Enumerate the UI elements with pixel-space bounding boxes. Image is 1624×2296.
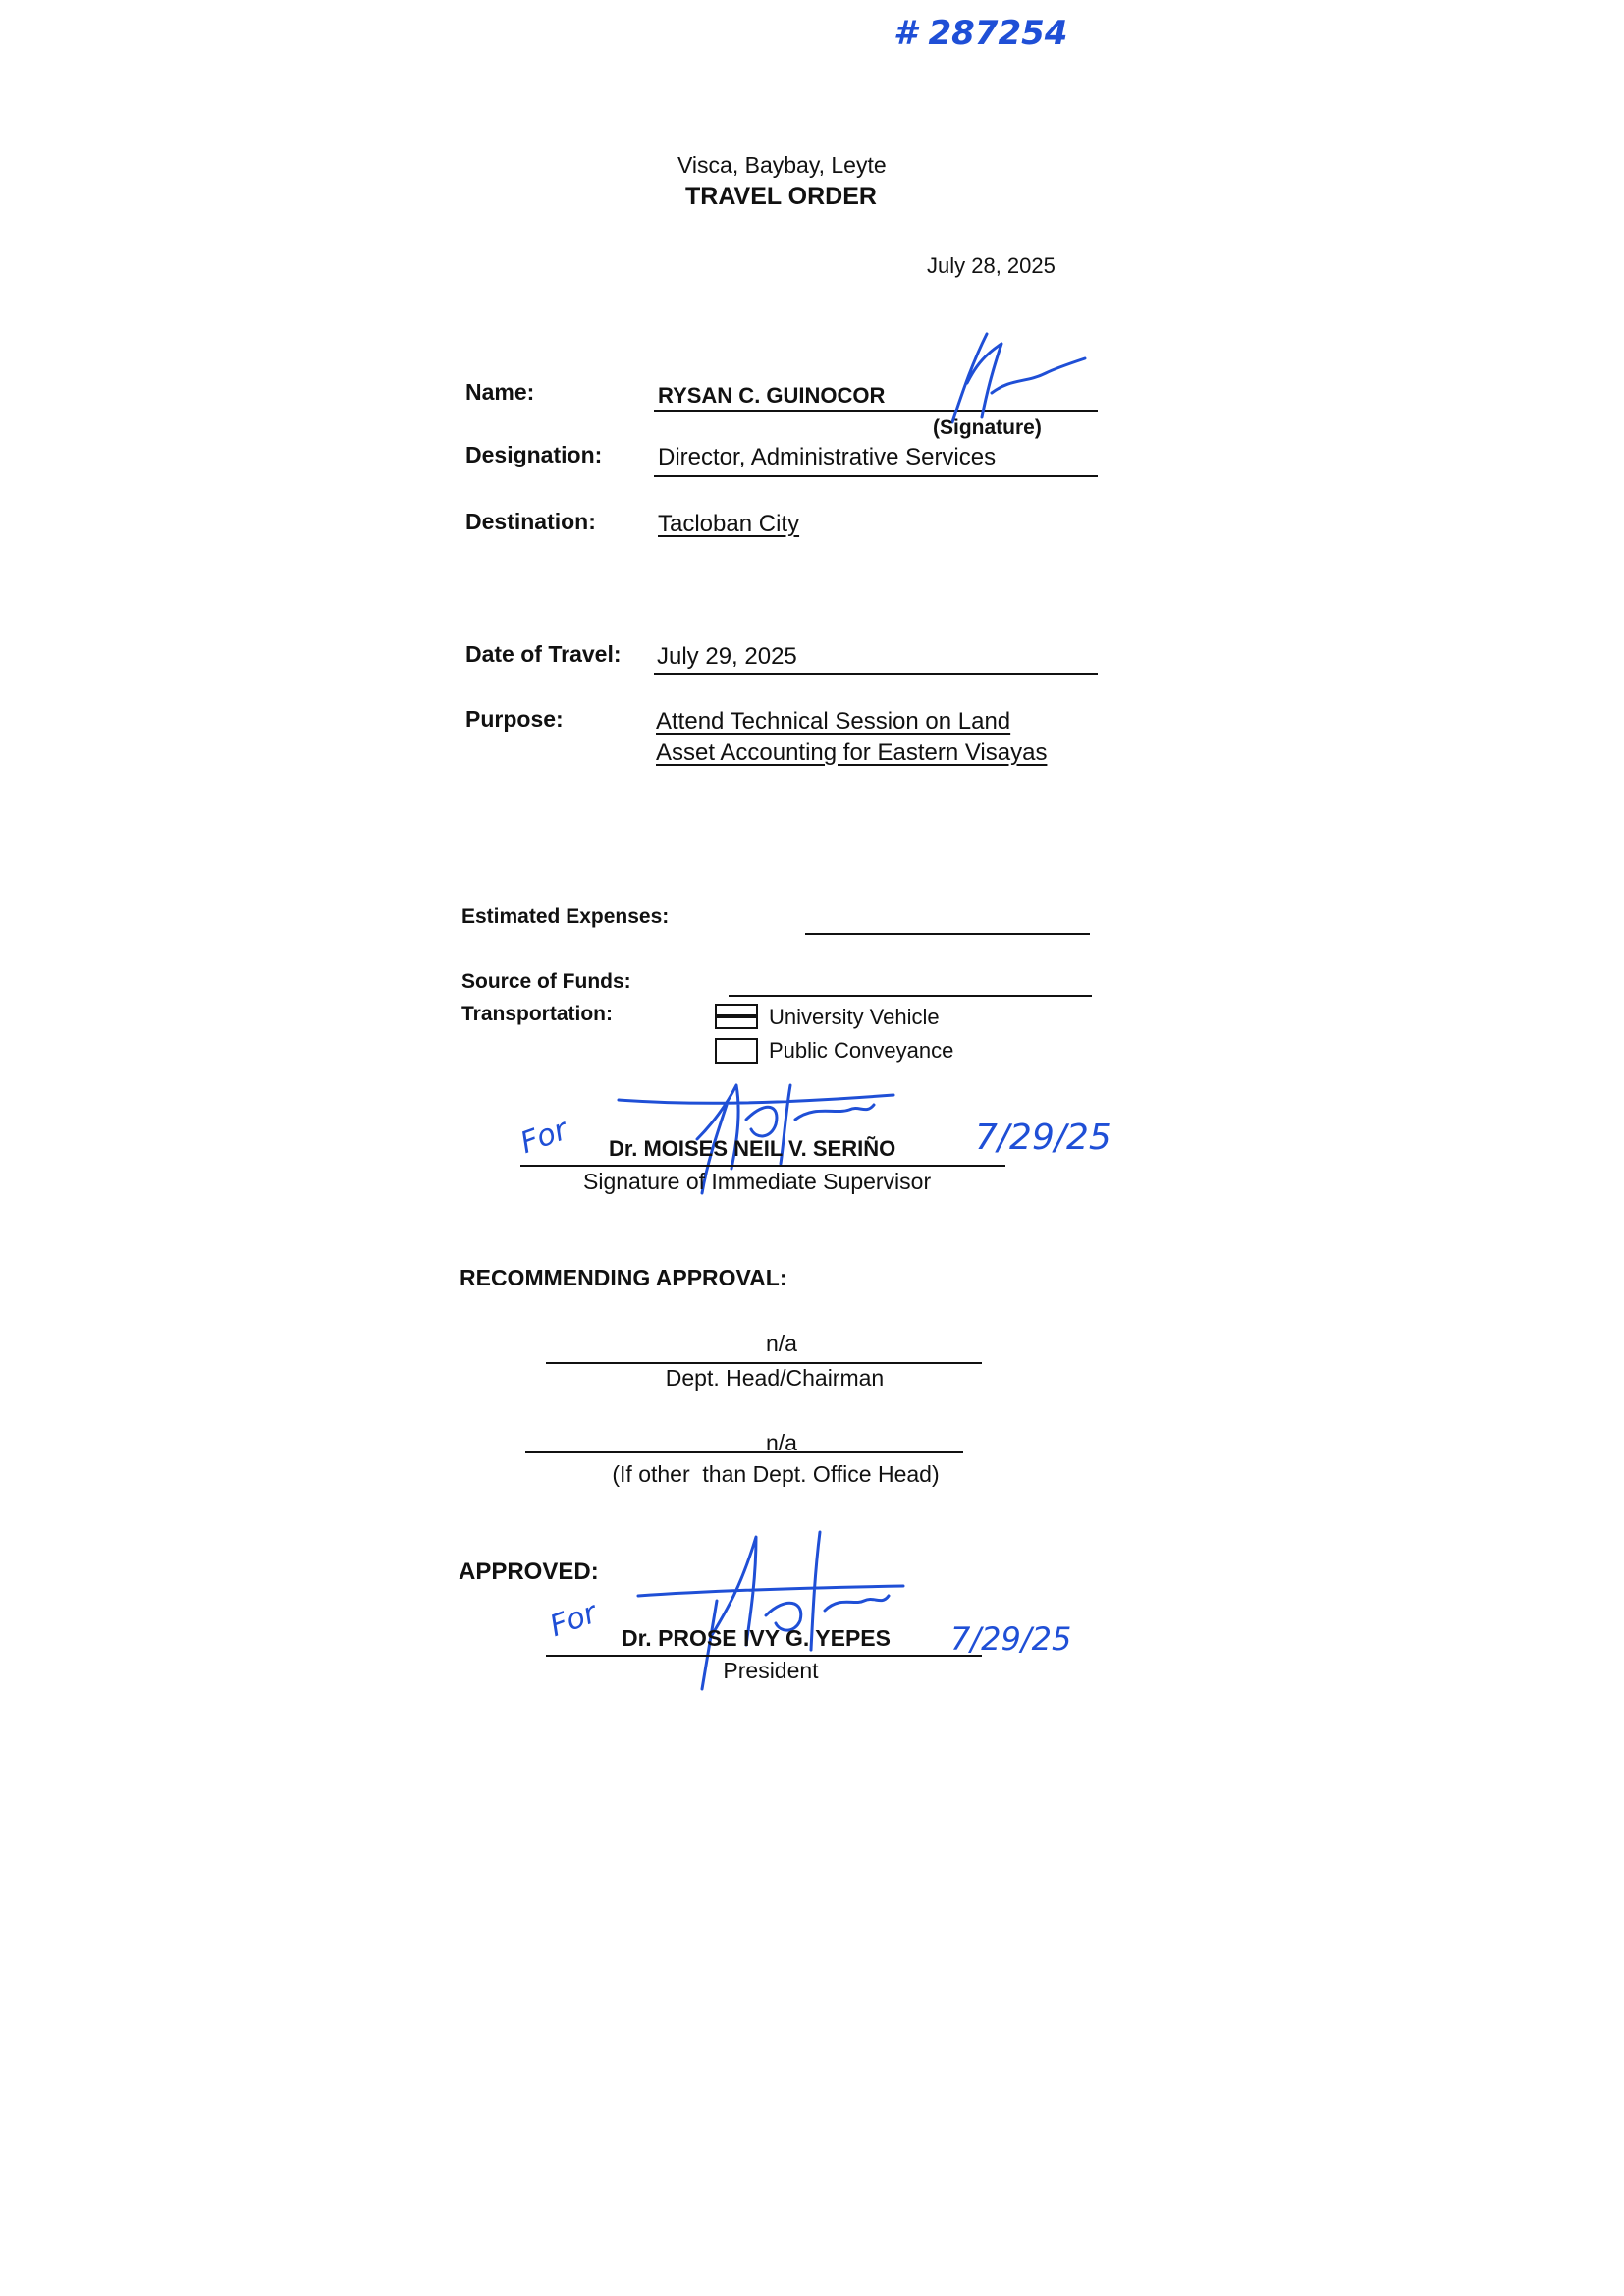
- signature-caption: (Signature): [933, 416, 1042, 439]
- other-head-value: n/a: [766, 1430, 797, 1455]
- president-date-note: 7/29/25: [950, 1620, 1072, 1658]
- president-for-note: For: [545, 1595, 602, 1645]
- dept-head-caption: Dept. Head/Chairman: [665, 1365, 885, 1391]
- purpose-label: Purpose:: [465, 706, 564, 732]
- document-date: July 28, 2025: [927, 253, 1056, 278]
- supervisor-line: [520, 1165, 1005, 1167]
- president-line: [546, 1655, 982, 1657]
- public-conveyance-label: Public Conveyance: [769, 1038, 954, 1063]
- estimated-expenses-line: [805, 933, 1090, 935]
- name-value: RYSAN C. GUINOCOR: [658, 383, 886, 408]
- designation-label: Designation:: [465, 442, 603, 467]
- supervisor-date-note: 7/29/25: [975, 1118, 1111, 1158]
- supervisor-name: Dr. MOISES NEIL V. SERIÑO: [609, 1136, 896, 1161]
- purpose-line-1: Attend Technical Session on Land: [656, 708, 1011, 735]
- transportation-label: Transportation:: [461, 1003, 614, 1025]
- other-head-line: [525, 1451, 963, 1453]
- header-address: Visca, Baybay, Leyte: [677, 152, 887, 178]
- estimated-expenses-label: Estimated Expenses:: [461, 905, 670, 928]
- designation-value: Director, Administrative Services: [658, 444, 997, 470]
- university-vehicle-checkbox[interactable]: [715, 1004, 758, 1029]
- page-title: TRAVEL ORDER: [685, 183, 877, 210]
- purpose-line-2: Asset Accounting for Eastern Visayas: [656, 739, 1048, 766]
- destination-value: Tacloban City: [658, 511, 800, 537]
- supervisor-for-note: For: [515, 1112, 572, 1162]
- control-number: # 287254: [893, 14, 1068, 53]
- president-caption: President: [723, 1658, 819, 1683]
- approved-heading: APPROVED:: [459, 1558, 599, 1585]
- university-vehicle-label: University Vehicle: [769, 1005, 940, 1029]
- supervisor-caption: Signature of Immediate Supervisor: [583, 1169, 932, 1194]
- recommending-approval-heading: RECOMMENDING APPROVAL:: [460, 1265, 787, 1290]
- source-of-funds-label: Source of Funds:: [461, 970, 631, 993]
- date-of-travel-value: July 29, 2025: [657, 643, 797, 670]
- destination-label: Destination:: [465, 509, 596, 534]
- name-label: Name:: [465, 379, 535, 405]
- source-of-funds-line: [729, 995, 1092, 997]
- dept-head-value: n/a: [766, 1331, 797, 1356]
- date-of-travel-label: Date of Travel:: [465, 641, 622, 667]
- supervisor-signature: [609, 1046, 903, 1223]
- other-head-caption: (If other than Dept. Office Head): [612, 1461, 940, 1487]
- dept-head-line: [546, 1362, 982, 1364]
- date-of-travel-line: [654, 673, 1098, 675]
- president-name: Dr. PROSE IVY G. YEPES: [622, 1625, 891, 1651]
- designation-line: [654, 475, 1098, 477]
